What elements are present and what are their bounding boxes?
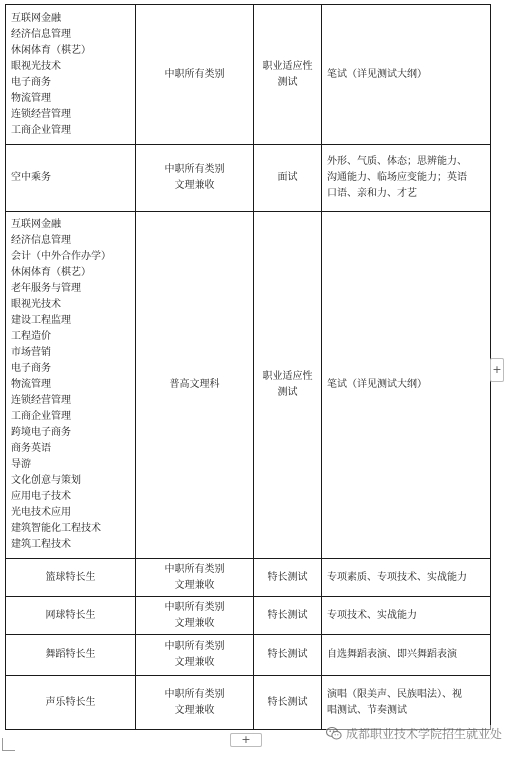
test-content-text: 专项技术、实战能力 — [327, 609, 417, 621]
enrollment-category-cell — [136, 676, 254, 730]
enrollment-category-text: 普高文理科 — [169, 379, 220, 390]
major-text: 电子商务 — [11, 76, 51, 88]
test-type-cell — [254, 145, 322, 212]
major-text: 休闲体育（棋艺） — [11, 44, 91, 56]
major-text: 老年服务与管理 — [11, 283, 81, 294]
enrollment-category-text: 中职所有类别 — [164, 688, 225, 700]
table-row — [6, 212, 491, 559]
major-text: 休闲体育（棋艺） — [11, 267, 91, 278]
test-content-text: 笔试（详见测试大纲） — [327, 68, 427, 80]
major-text: 声乐特长生 — [45, 696, 96, 708]
add-row-button[interactable]: + — [230, 733, 262, 747]
major-text: 文化创意与策划 — [11, 475, 81, 486]
test-content-cell — [322, 5, 491, 145]
major-text: 互联网金融 — [11, 12, 61, 24]
major-cell — [6, 635, 136, 676]
major-text: 互联网金融 — [11, 219, 61, 230]
table-row — [6, 676, 491, 730]
major-text: 光电技术应用 — [11, 507, 71, 518]
table-row — [6, 145, 491, 212]
major-text: 眼视光技术 — [11, 299, 61, 310]
major-text: 电子商务 — [11, 363, 51, 374]
test-content-cell — [322, 145, 491, 212]
major-text: 物流管理 — [11, 92, 51, 104]
enrollment-category-cell — [136, 212, 254, 559]
major-text: 网球特长生 — [45, 609, 96, 621]
enrollment-category-cell — [136, 5, 254, 145]
enrollment-category-text: 中职所有类别 — [164, 641, 225, 652]
test-type-text: 职业适应性 — [262, 60, 313, 72]
enrollment-category-cell — [136, 145, 254, 212]
major-text: 建设工程监理 — [11, 315, 71, 326]
test-content-cell — [322, 559, 491, 597]
enrollment-category-text: 文理兼收 — [174, 704, 215, 716]
test-type-cell — [254, 5, 322, 145]
test-content-text: 唱测试、节奏测试 — [327, 704, 407, 716]
major-text: 应用电子技术 — [11, 491, 71, 502]
test-content-text: 专项素质、专项技术、实战能力 — [327, 571, 467, 583]
major-text: 建筑工程技术 — [11, 539, 71, 550]
major-cell — [6, 676, 136, 730]
test-type-text: 特长测试 — [267, 649, 308, 660]
major-text: 空中乘务 — [11, 172, 51, 183]
major-text: 工商企业管理 — [11, 124, 71, 136]
major-text: 会计（中外合作办学） — [11, 251, 111, 262]
test-type-cell — [254, 212, 322, 559]
major-text: 经济信息管理 — [11, 235, 71, 246]
enrollment-category-text: 中职所有类别 — [164, 601, 225, 613]
wechat-icon — [326, 727, 342, 740]
major-cell — [6, 5, 136, 145]
test-type-cell — [254, 597, 322, 635]
test-type-text: 特长测试 — [267, 571, 308, 583]
test-content-text: 口语、亲和力、才艺 — [327, 188, 417, 199]
enrollment-category-text: 文理兼收 — [174, 579, 215, 591]
test-type-cell — [254, 676, 322, 730]
major-text: 导游 — [11, 459, 31, 470]
enrollment-category-text: 中职所有类别 — [164, 164, 225, 175]
test-type-cell — [254, 635, 322, 676]
table-row — [6, 5, 491, 145]
major-text: 舞蹈特长生 — [45, 649, 96, 660]
table-body — [6, 5, 491, 730]
major-cell — [6, 559, 136, 597]
table-row — [6, 597, 491, 635]
major-text: 商务英语 — [11, 443, 51, 454]
major-text: 物流管理 — [11, 379, 51, 390]
test-type-text: 职业适应性 — [262, 371, 313, 382]
page-corner-mark — [2, 738, 15, 751]
test-content-cell — [322, 635, 491, 676]
test-content-text: 沟通能力、临场应变能力；英语 — [327, 172, 467, 183]
major-text: 连锁经营管理 — [11, 108, 71, 120]
major-text: 建筑智能化工程技术 — [11, 523, 101, 534]
test-type-text: 面试 — [277, 172, 298, 183]
test-content-text: 外形、气质、体态；思辨能力、 — [327, 156, 467, 167]
watermark-text: 成都职业技术学院招生就业处 — [345, 727, 502, 741]
major-text: 市场营销 — [11, 347, 51, 358]
major-cell — [6, 597, 136, 635]
add-column-button[interactable]: + — [490, 358, 504, 382]
enrollment-category-cell — [136, 635, 254, 676]
major-text: 跨境电子商务 — [11, 427, 71, 438]
test-type-text: 特长测试 — [267, 609, 308, 621]
test-content-text: 笔试（详见测试大纲） — [327, 379, 427, 390]
test-type-text: 测试 — [277, 387, 298, 398]
test-type-text: 特长测试 — [267, 696, 308, 708]
major-cell — [6, 145, 136, 212]
major-text: 眼视光技术 — [11, 60, 61, 72]
enrollment-category-cell — [136, 559, 254, 597]
test-content-cell — [322, 597, 491, 635]
test-content-cell — [322, 676, 491, 730]
major-text: 篮球特长生 — [45, 571, 96, 583]
major-cell — [6, 212, 136, 559]
watermark — [326, 725, 502, 742]
test-type-text: 测试 — [277, 76, 298, 88]
test-content-text: 演唱（限美声、民族唱法）、视 — [327, 688, 462, 700]
enrollment-category-text: 文理兼收 — [174, 180, 215, 191]
enrollment-category-cell — [136, 597, 254, 635]
enrollment-category-text: 文理兼收 — [174, 617, 215, 629]
table-row — [6, 559, 491, 597]
test-content-text: 自选舞蹈表演、即兴舞蹈表演 — [327, 649, 457, 660]
enrollment-category-text: 中职所有类别 — [164, 68, 225, 80]
test-content-cell — [322, 212, 491, 559]
enrollment-category-text: 中职所有类别 — [164, 563, 225, 575]
table-row — [6, 635, 491, 676]
major-text: 连锁经营管理 — [11, 395, 71, 406]
admission-test-table — [5, 4, 491, 730]
major-text: 经济信息管理 — [11, 28, 71, 40]
major-text: 工程造价 — [11, 331, 51, 342]
test-type-cell — [254, 559, 322, 597]
enrollment-category-text: 文理兼收 — [174, 657, 215, 668]
major-text: 工商企业管理 — [11, 411, 71, 422]
